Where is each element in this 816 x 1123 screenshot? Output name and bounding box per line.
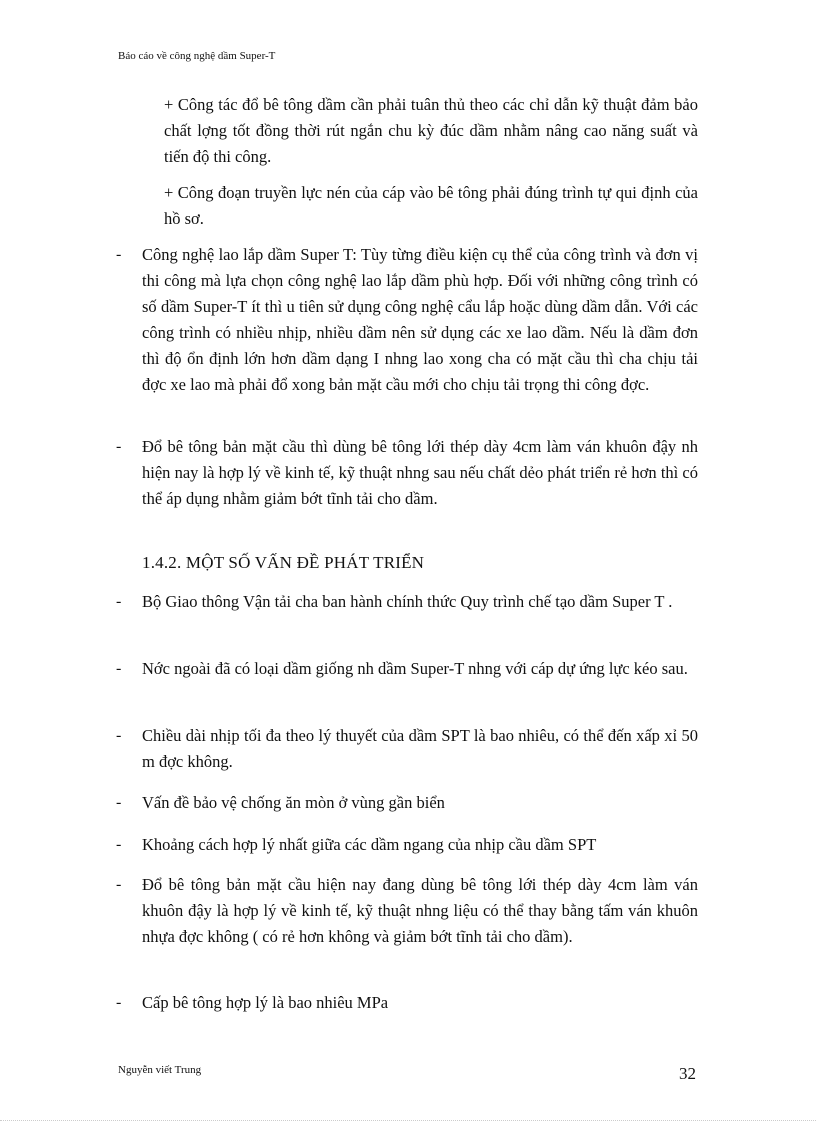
bullet-dash: - [116, 660, 122, 677]
page-bottom-divider [0, 1120, 816, 1121]
list-item-issue: Bộ Giao thông Vận tải cha ban hành chính thức Quy trình chế tạo dầm Super T . [142, 592, 673, 611]
page-number: 32 [679, 1064, 696, 1083]
list-item-issue: Chiều dài nhịp tối đa theo lý thuyết của dầm SPT là bao nhiêu, có thể đến xấp xỉ 50 m đợc không. [142, 726, 698, 771]
section-heading: 1.4.2. MỘT SỐ VẤN ĐỀ PHÁT TRIỂN [142, 553, 425, 572]
footer-author: Nguyễn viết Trung [118, 1064, 202, 1076]
sub-item-concrete-pouring: + Công tác đổ bê tông dầm cần phải tuân thủ theo các chỉ dẫn kỹ thuật đảm bảo chất lợng tốt đồng thời rút ngắn chu kỳ đúc dầm nhằm nâng cao năng suất và tiến độ thi công. [164, 95, 698, 166]
list-item-deck-slab: Đổ bê tông bản mặt cầu thì dùng bê tông lới thép dày 4cm làm ván khuôn đậy nh hiện nay là hợp lý về kinh tế, kỹ thuật nhng sau nếu chất dẻo phát triển rẻ hơn thì có thể áp dụng nhằm giảm bớt tĩnh tải cho dầm. [142, 437, 698, 508]
bullet-dash: - [116, 876, 122, 893]
list-item-erection-technology: Công nghệ lao lắp dầm Super T: Tùy từng điều kiện cụ thể của công trình và đơn vị thi công mà lựa chọn công nghệ lao lắp dầm phù hợp. Đối với những công trình có số dầm Super-T ít thì u tiên sử dụng công nghệ cẩu lắp hoặc dùng dầm dẫn. Với các công trình có nhiều nhịp, nhiều dầm nên sử dụng các xe lao dầm. Nếu là dầm đơn thì độ ổn định lớn hơn dầm dạng I nhng lao xong cha có mặt cầu thì cha chịu tải đợc xe lao mà phải đổ xong bản mặt cầu mới cho chịu tải trọng thi công đợc. [142, 245, 698, 394]
bullet-dash: - [116, 994, 122, 1011]
list-item-issue: Nớc ngoài đã có loại dầm giống nh dầm Super-T nhng với cáp dự ứng lực kéo sau. [142, 659, 688, 678]
bullet-dash: - [116, 794, 122, 811]
bullet-dash: - [116, 727, 122, 744]
sub-item-prestress-transfer: + Công đoạn truyền lực nén của cáp vào bê tông phải đúng trình tự qui định của hồ sơ. [164, 183, 698, 228]
bullet-dash: - [116, 246, 122, 263]
page-header: Báo cáo về công nghệ dầm Super-T [118, 50, 276, 62]
bullet-dash: - [116, 438, 122, 455]
list-item-issue: Đổ bê tông bản mặt cầu hiện nay đang dùng bê tông lới thép dày 4cm làm ván khuôn đậy là hợp lý về kinh tế, kỹ thuật nhng liệu có thể thay bằng tấm ván khuôn nhựa đợc không ( có rẻ hơn không và giảm bớt tĩnh tải cho dầm). [142, 875, 698, 946]
list-item-issue: Cấp bê tông hợp lý là bao nhiêu MPa [142, 993, 389, 1012]
list-item-issue: Khoảng cách hợp lý nhất giữa các dầm ngang của nhịp cầu dầm SPT [142, 835, 597, 854]
bullet-dash: - [116, 836, 122, 853]
bullet-dash: - [116, 593, 122, 610]
list-item-issue: Vấn đề bảo vệ chống ăn mòn ở vùng gần biển [142, 793, 445, 812]
